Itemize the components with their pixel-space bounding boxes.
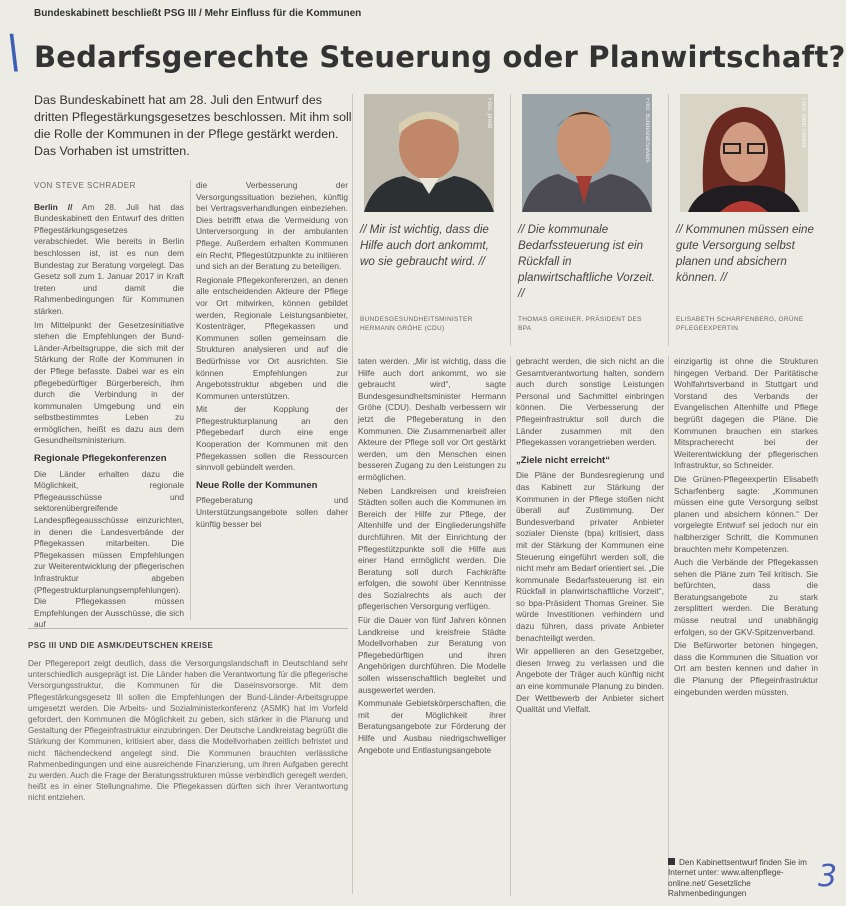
column-divider [510,356,511,896]
text-column-2 [196,180,348,620]
portrait-photo-2 [522,94,652,212]
quote-3-author: ELISABETH SCHARFENBERG, GRÜNE PFLEGEEXPERTIN [676,316,804,332]
column-divider [668,94,669,346]
paragraph: einzigartig ist ohne die Strukturen hingegen Verband. Der Paritätische Wohlfahrtsverband in Stuttgart und Vorstand des Verbands der Evangelischen Altenhilfe und Pflege begrüßt dagegen die Pläne. Die Kommunen brauchen ein starkes Mitspracherecht bei der Weiterentwicklung der pflegerischen Infrastruktur, so Schneider. [674,356,818,471]
portrait-man-1-icon [364,94,494,212]
quote-2-author: THOMAS GREINER, PRÄSIDENT DES BPA [518,316,642,332]
paragraph: Für die Dauer von fünf Jahren können Landkreise und kreisfreie Städte Modellvorhaben zur Beratung von Pflegebedürftigen und ihren Angehörigen durchführen. Die Modelle sollen wissenschaftlich begleitet und ausgewertet werden. [358,615,506,695]
paragraph: Berlin // Am 28. Juli hat das Bundeskabinett den Entwurf des dritten Pflegestärkungsgesetzes verabschiedet. Wie bereits in Berlin beschlossen ist, ist es nun dem Bundestag zur Beratung vorgelegt. Das Gesetz soll zum 1. Januar 2017 in Kraft treten und damit die Rahmenbedingungen für Kommunen stärken. [34,201,184,316]
text-column-4 [516,356,664,896]
bullet-square-icon [668,858,675,865]
byline: VON STEVE SCHRADER [34,181,136,190]
subheading: Neue Rolle der Kommunen [196,479,318,491]
page-kicker: Bundeskabinett beschließt PSG III / Mehr Einfluss für die Kommunen [34,8,362,19]
paragraph: Die Länder erhalten dazu die Möglichkeit, regionale Pflegeausschüsse und sektorenübergreifende Landespflegeausschüsse einzurichten, in denen die Landesverbände der Pflegekassen mitarbeiten. Die Pflegekassen müssen Empfehlungen zur Weiterentwicklung der pflegerischen Infrastruktur abgeben (Pflegestrukturplanungsempfehlungen). Die Pflegekassen müssen Empfehlungen der Ausschüsse, die sich auf [34,468,184,630]
paragraph: gebracht werden, die sich nicht an die Gesamtverantwortung halten, sondern auch durch sonstige Leistungen Personal und Sachmittel einbringen können. Die Verbesserung der Pflegeinfrastruktur soll durch die Länder zusammen mit den Pflegekassen vorangetrieben werden. [516,356,664,448]
quote-2: // Die kommunale Bedarfssteuerung ist ein Rückfall in planwirtschaftliche Vorzeit. // [518,223,655,300]
text-column-5 [674,356,818,852]
margin-mark-icon: \ [6,24,22,78]
paragraph: Kommunale Gebietskörperschaften, die mit der Möglichkeit ihrer Beratungsangebote zur Förderung der Hilfe und Ausbau niedrigschwelliger Angebote und Entlastungsangebote [358,698,506,755]
paragraph: Wir appellieren an den Gesetzgeber, diesen Irrweg zu verlassen und die Angebote der Träger auch künftig nicht an eine kommunale Planung zu binden. Der Wettbewerb der Anbieter sichert Qualität und Vielfalt. [516,646,664,715]
web-link-note [668,858,818,900]
portrait-man-2-icon [522,94,652,212]
info-box [28,628,348,890]
column-divider [352,94,353,894]
paragraph: Im Mittelpunkt der Gesetzesinitiative stehen die Empfehlungen der Bund-Länder-Arbeitsgruppe, die sich mit der Stärkung der Rolle der Kommunen in der Pflege befasste. Dabei war es ein pflegebedürftiger Bürgerbereich, ihm durch die Verbindung in der kommunalen Umgebung und ein selbstbestimmtes Leben zu ermöglichen, heißt es dazu aus dem Gesundheitsministerium. [34,319,184,446]
subheading: Regionale Pflegekonferenzen [34,453,167,465]
article-headline: Bedarfsgerechte Steuerung oder Planwirtschaft? [34,40,846,74]
paragraph: Die Grünen-Pflegeexpertin Elisabeth Scharfenberg sagte: „Kommunen müssen eine gute Versorgung selbst planen und absichern können.“ Der vorgelegte Entwurf sei jedoch nur ein halbherziger Schritt, die Kommunen brauchten mehr Kompetenzen. [674,473,818,554]
portrait-woman-icon [680,94,808,212]
paragraph: Pflegeberatung und Unterstützungsangebote sollen daher künftig besser bei [196,495,348,529]
paragraph: Auch die Verbände der Pflegekassen sehen die Pläne zum Teil kritisch. Sie befürchten, dass die Beratungsangebote zu stark zersplittert werden. Die Beratung müsse neutral und unabhängig erfolgen, so der GKV-Spitzenverband. [674,557,818,637]
quote-1: // Mir ist wichtig, dass die Hilfe auch dort ankommt, wo sie gebraucht wird. // [360,223,489,268]
web-link-text: Den Kabinettsentwurf finden Sie im Internet unter: www.altenpflege-online.net/ Gesetzliche Rahmenbedingungen [668,858,807,899]
quote-3: // Kommunen müssen eine gute Versorgung selbst planen und absichern können. // [676,223,814,284]
paragraph: taten werden. „Mir ist wichtig, dass die Hilfe auch dort ankommt, wo sie gebraucht wird“, sagte Bundesgesundheitsminister Hermann Gröhe (CDU). Deshalb verbessern wir jetzt die Pflegeberatung in den Kommunen. Die Zusammenarbeit aller Akteure der Pflege soll vor Ort gestärkt werden, um den Menschen einen besseren Zugang zu den Leistungen zu ermöglichen. [358,356,506,482]
info-box-title: PSG III UND DIE ASMK/DEUTSCHEN KREISE [28,641,214,650]
photo-credit: Foto: privat [486,98,492,129]
paragraph: Regionale Pflegekonferenzen, an denen alle entscheidenden Akteure der Pflege vor Ort mitwirken, können gebildet werden, Regionale Leistungsanbieter, Kostenträger, Pflegekassen und Kommunen sollen gemeinsam die Strukturen analysieren und auf die Bedürfnisse vor Ort ausrichten. Sie können Empfehlungen zur Angebotsstruktur abgeben und die Kommunen unterstützen. [196,274,348,401]
paragraph: Neben Landkreisen und kreisfreien Städten sollen auch die Kommunen im Bereich der Hilfe zur Pflege, der Altenhilfe und der Eingliederungshilfe durchführen. Mit der Einrichtung der Pflegestützpunkte soll die Hilfe aus einer Hand ermöglicht werden. Die Beratung soll durch Fachkräfte erfolgen, die sowohl über Kenntnisse des Sozialrechts als auch der pflegerischen Versorgung verfügen. [358,485,506,612]
portrait-photo-1 [364,94,494,212]
text-column-1 [34,180,184,630]
column-divider [668,356,669,896]
photo-credit: Foto: Steffi Penner [800,98,806,148]
page-number: 3 [818,859,838,894]
photo-credit: Foto: Bundesrat/Sievers [644,98,650,163]
paragraph: Mit der Kopplung der Pflegestrukturplanung an den Pflegebedarf durch eine enge Kooperation der Kommunen mit den Pflegekassen sollen die Ressourcen sinnvoll gebündelt werden. [196,404,348,473]
info-box-text: Der Pflegereport zeigt deutlich, dass die Versorgungslandschaft in Deutschland sehr unterschiedlich ausgeprägt ist. Die Länder haben die Verantwortung für die pflegerische Versorgungsstruktur, die Kommunen für die Daseinsvorsorge. Mit dem Pflegestärkungsgesetz III sollen die Empfehlungen der Bund-Länder-Arbeitsgruppe umgesetzt werden. Die Arbeits- und Sozialministerkonferenz (ASMK) hat im Vorfeld gefordert, den Kommunen die Möglichkeit zu geben, sich stärker in die Planung und Gestaltung der Pflegeinfrastruktur einzubringen. Der Deutsche Landkreistag begrüßt die Stärkung der Kommunen, kritisiert aber, dass die Modellvorhaben zeitlich befristet und nicht flächendeckend angelegt sind. Die Kommunen brauchten verlässliche Rahmenbedingungen und eine ausreichende Finanzierung, um ihren Aufgaben gerecht zu werden. Auch die Frage der Beratungsstrukturen müsse verbindlich geregelt werden, heißt es in einer Stellungnahme. Die Pflegekassen dürften sich ihrer Verantwortung nicht entziehen. [28,659,348,803]
portrait-photo-3 [680,94,808,212]
subheading: „Ziele nicht erreicht“ [516,454,610,466]
quote-1-author: BUNDESGESUNDHEITSMINISTER HERMANN GRÖHE (CDU) [360,316,473,332]
dateline: Berlin // [34,201,73,212]
paragraph: Die Befürworter betonen hingegen, dass die Kommunen die Situation vor Ort am besten kennen und daher in die Planung der Pflegeinfrastruktur eingebunden werden müssten. [674,640,818,697]
column-divider [190,180,191,620]
paragraph: die Verbesserung der Versorgungssituation beziehen, künftig bei Vertragsverhandlungen einbeziehen. Dies betrifft etwa die Vermeidung von Unterversorgung in der ambulanten Pflege. Außerdem erhalten Kommunen ein Recht, Pflegestützpunkte zu initiieren und sich an der Beratung zu beteiligen. [196,180,348,272]
text-column-3 [358,356,506,896]
column-divider [510,94,511,346]
article-lead: Das Bundeskabinett hat am 28. Juli den Entwurf des dritten Pflegestärkungsgesetzes beschlossen. Mit ihm soll die Rolle der Kommunen in der Pflege gestärkt werden. Das Vorhaben ist umstritten. [34,93,352,158]
paragraph: Die Pläne der Bundesregierung und das Kabinett zur Stärkung der Kommunen in der Pflege stoßen nicht überall auf Zustimmung. Der Bundesverband privater Anbieter sozialer Dienste (bpa) kritisiert, dass mit der Stärkung der Kommunen eine Steuerung eingeführt werden soll, die nicht mehr am Bedarf orientiert sei. „Die kommunale Bedarfssteuerung ist ein Rückfall in planwirtschaftliche Vorzeit“, so bpa-Präsident Thomas Greiner. Sie würde Investitionen verhindern und dazu führen, dass private Anbieter benachteiligt werden. [516,470,665,643]
